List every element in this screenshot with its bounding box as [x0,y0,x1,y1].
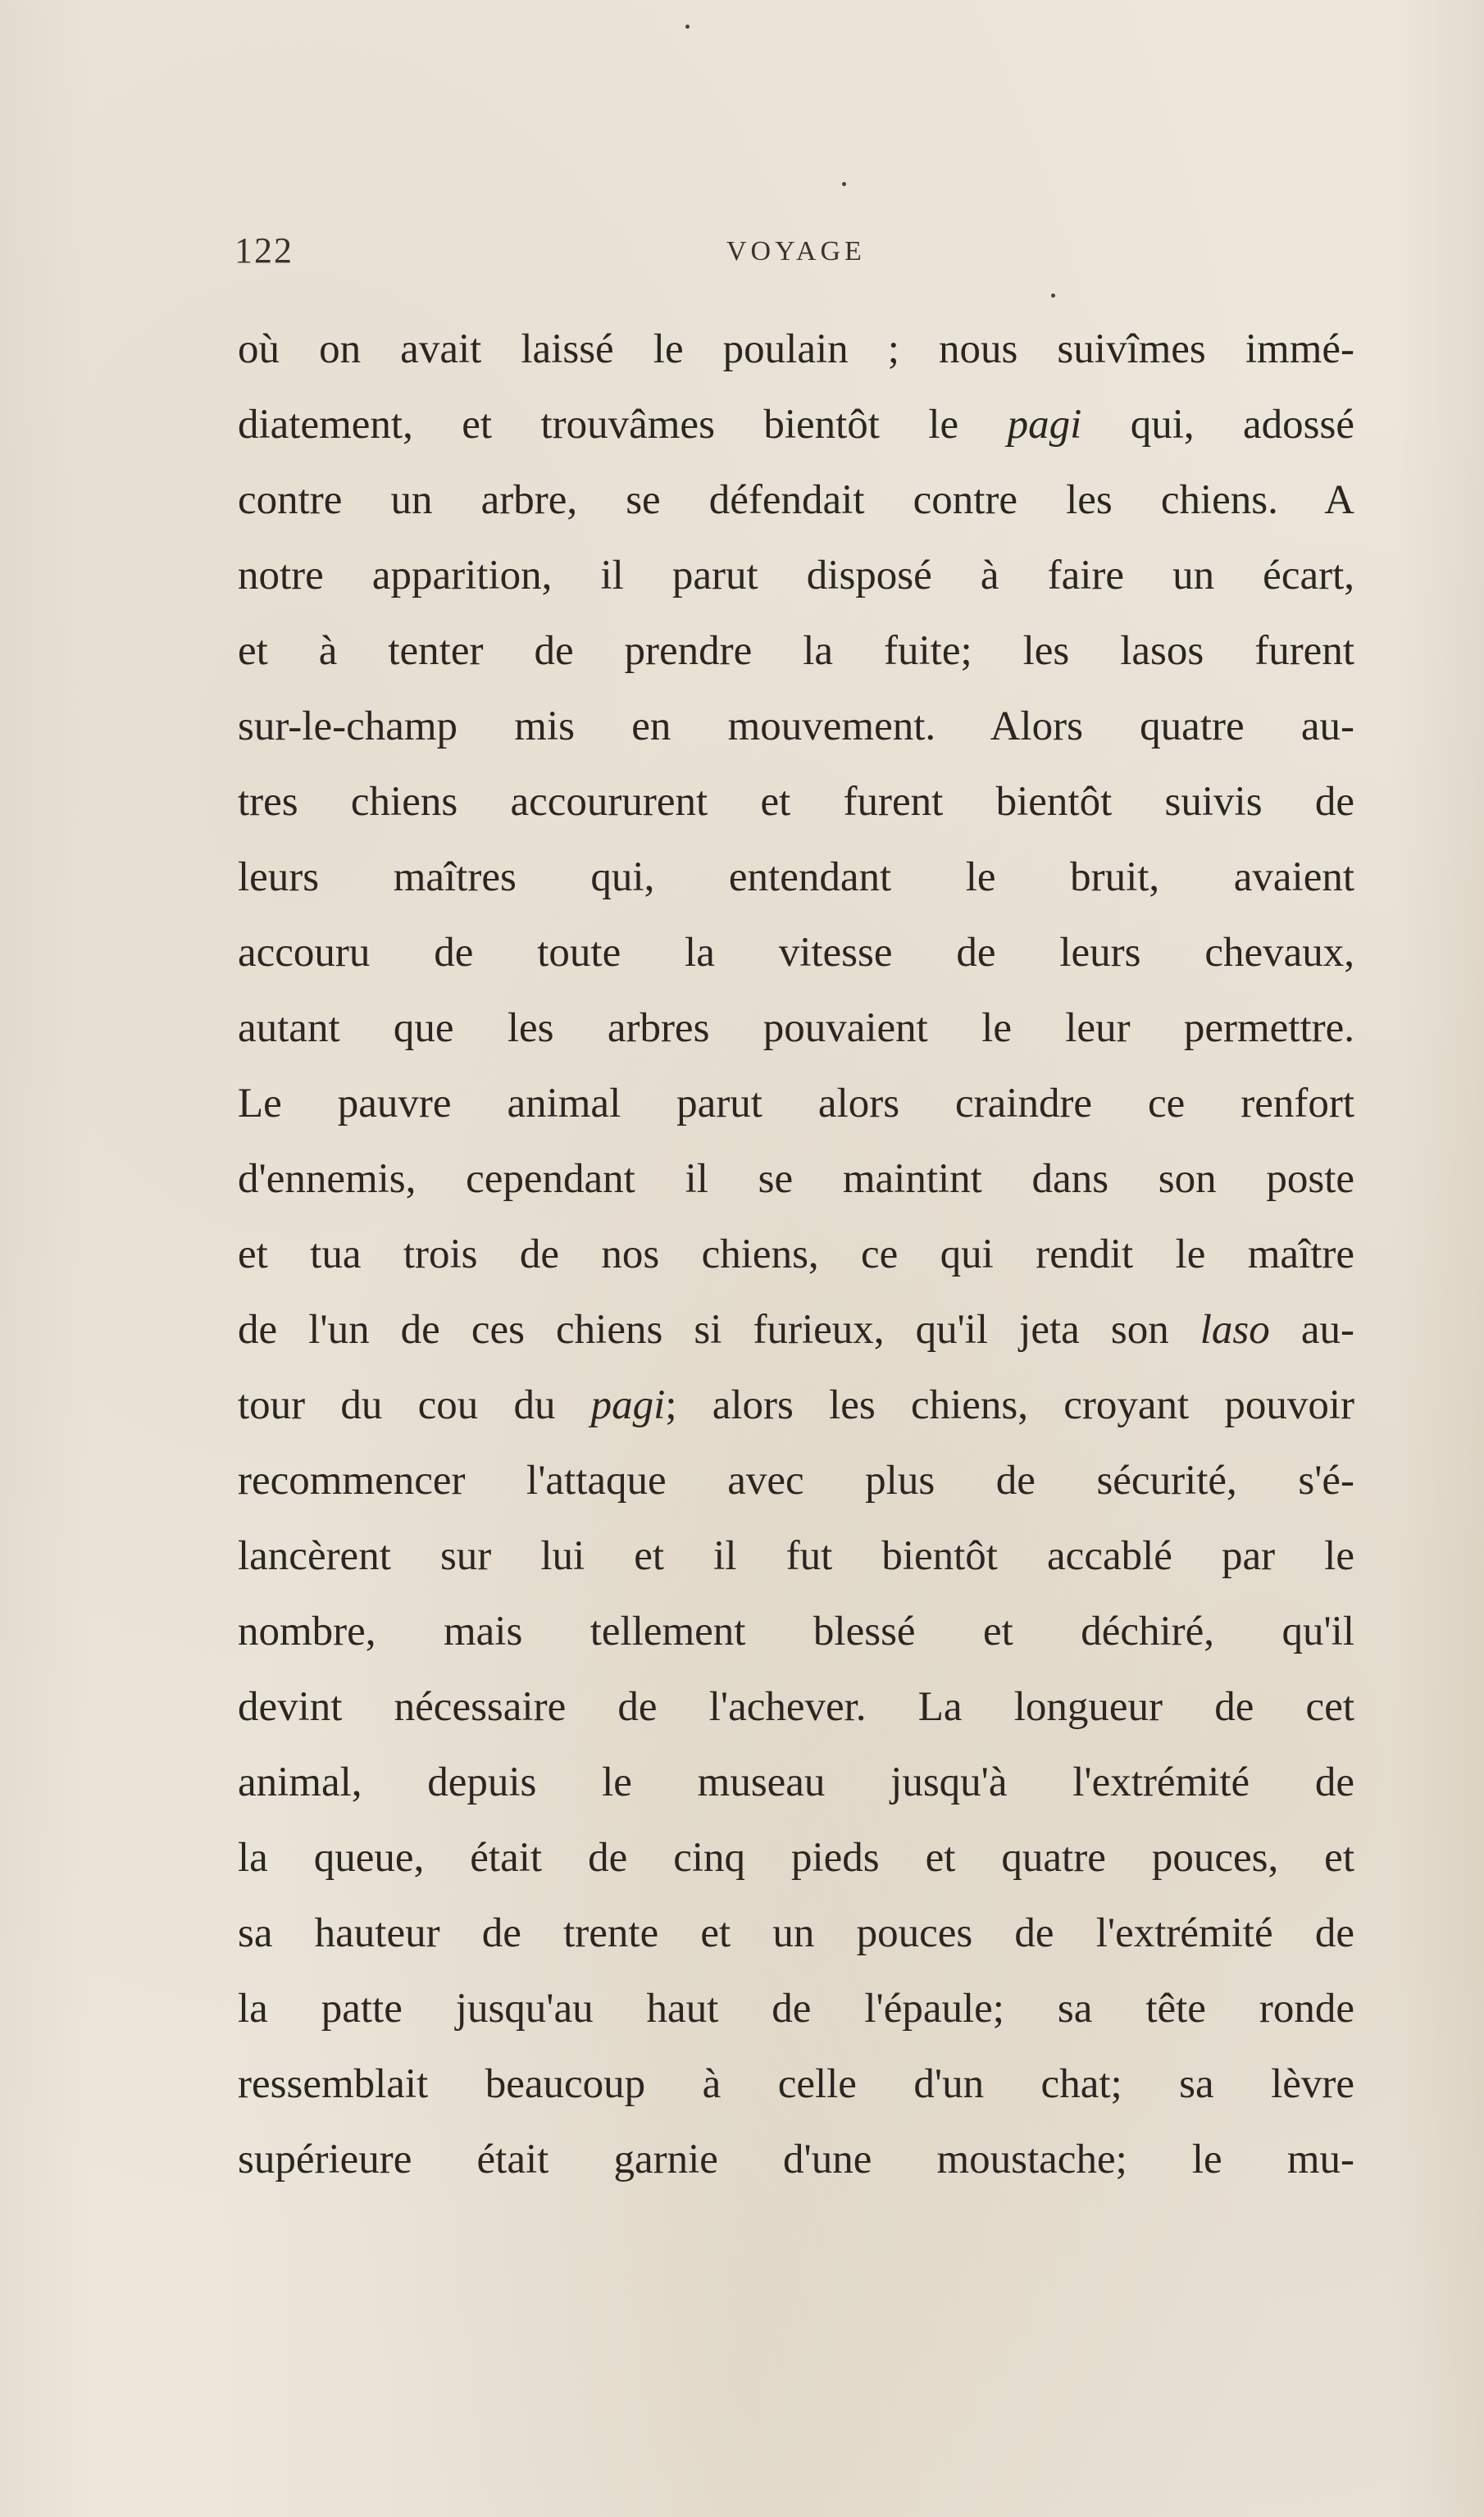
text-segment: de l'un de ces chiens si furieux, qu'il jeta son [238,1307,1200,1353]
text-segment: la queue, était de cinq pieds et quatre pouces, et [238,1835,1354,1881]
text-line [238,2046,1354,2122]
text-segment: sur-le-champ mis en mouvement. Alors quatre au- [238,703,1354,749]
running-title: VOYAGE [726,236,866,266]
text-segment: d'ennemis, cependant il se maintint dans son poste [238,1156,1354,1202]
text-segment: qui, adossé [1081,402,1354,448]
text-segment: au- [1269,1307,1354,1353]
italic-word: pagi [590,1382,666,1428]
text-segment: devint nécessaire de l'achever. La longueur de cet [238,1684,1354,1730]
text-line [238,1141,1354,1217]
text-line [238,1066,1354,1141]
text-segment: Le pauvre animal parut alors craindre ce renfort [238,1081,1354,1127]
text-segment: lancèrent sur lui et il fut bientôt accablé par le [238,1533,1354,1579]
text-segment: autant que les arbres pouvaient le leur permettre. [238,1005,1354,1051]
text-line [238,613,1354,689]
text-line [238,1594,1354,1669]
page-number: 122 [234,230,294,271]
text-line [238,1896,1354,1971]
text-line [238,1443,1354,1518]
text-line [238,764,1354,840]
text-line [238,1292,1354,1368]
text-segment: tres chiens accoururent et furent bientôt suivis de [238,779,1354,825]
text-segment: notre apparition, il parut disposé à faire un écart, [238,553,1354,599]
text-segment: recommencer l'attaque avec plus de sécurité, s'é- [238,1458,1354,1504]
ink-speck [685,25,690,29]
text-segment: accouru de toute la vitesse de leurs chevaux, [238,930,1354,976]
text-segment: la patte jusqu'au haut de l'épaule; sa tête ronde [238,1986,1354,2032]
text-line [238,1971,1354,2046]
text-line [238,462,1354,538]
text-segment: diatement, et trouvâmes bientôt le [238,402,1008,448]
ink-speck [842,182,846,186]
text-segment: animal, depuis le museau jusqu'à l'extrémité de [238,1759,1354,1805]
text-line [238,312,1354,387]
text-line [238,1217,1354,1292]
italic-word: laso [1199,1307,1270,1353]
text-segment: nombre, mais tellement blessé et déchiré, qu'il [238,1609,1354,1654]
italic-word: pagi [1007,402,1082,448]
text-segment: supérieure était garnie d'une moustache; le mu- [238,2137,1354,2182]
body-text [238,312,1354,2197]
text-segment: ressemblait beaucoup à celle d'un chat; sa lèvre [238,2061,1354,2107]
text-segment: sa hauteur de trente et un pouces de l'extrémité de [238,1910,1354,1956]
text-segment: leurs maîtres qui, entendant le bruit, avaient [238,854,1354,900]
text-line [238,1669,1354,1745]
text-segment: et à tenter de prendre la fuite; les lasos furent [238,628,1354,674]
text-segment: contre un arbre, se défendait contre les chiens. A [238,477,1354,523]
text-segment: où on avait laissé le poulain ; nous suivîmes immé- [238,326,1354,372]
text-line [238,990,1354,1066]
text-segment: ; alors les chiens, croyant pouvoir [665,1382,1355,1428]
text-line [238,387,1354,462]
text-segment: et tua trois de nos chiens, ce qui rendit le maître [238,1231,1354,1277]
ink-speck [1051,294,1055,298]
running-head [234,225,1350,274]
text-segment: tour du cou du [238,1382,591,1428]
text-line [238,915,1354,990]
text-line [238,1518,1354,1594]
text-line [238,538,1354,613]
text-line [238,689,1354,764]
text-line [238,840,1354,915]
text-line [238,1745,1354,1820]
text-line [238,2122,1354,2197]
text-line [238,1820,1354,1896]
text-line [238,1368,1354,1443]
